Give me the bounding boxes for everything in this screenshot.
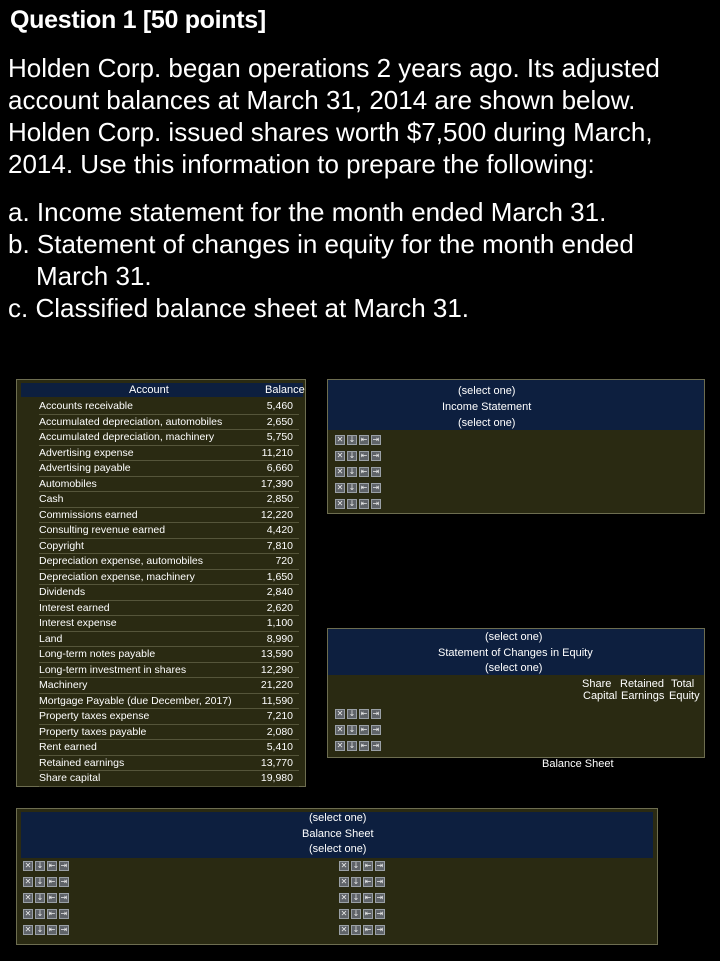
insert-row-icon[interactable]: ↓ — [348, 499, 356, 508]
insert-row-icon[interactable]: ↓ — [348, 435, 356, 444]
account-balance: 7,210 — [266, 710, 293, 722]
item-c: c. Classified balance sheet at March 31. — [8, 293, 470, 323]
account-name: Accumulated depreciation, machinery — [39, 431, 215, 443]
total-equity-col-line2: Equity — [669, 690, 700, 702]
indent-icon[interactable]: ⇥ — [372, 483, 380, 492]
delete-row-icon[interactable]: ✕ — [336, 435, 344, 444]
table-row — [21, 399, 303, 415]
indent-icon[interactable]: ⇥ — [376, 877, 384, 886]
income-select-period[interactable]: (select one) — [458, 417, 516, 429]
item-b: b. Statement of changes in equity for the month ended March 31. — [8, 229, 634, 291]
account-balance: 11,210 — [261, 446, 293, 459]
delete-row-icon[interactable]: ✕ — [24, 925, 32, 934]
table-row — [21, 694, 303, 710]
account-name: Long-term investment in shares — [39, 663, 187, 676]
row-tool-group — [23, 909, 69, 919]
account-balance: 2,840 — [266, 586, 293, 598]
equity-select-period[interactable]: (select one) — [485, 662, 543, 674]
account-name: Long-term notes payable — [39, 648, 156, 660]
indent-icon[interactable]: ⇥ — [60, 909, 68, 918]
outdent-icon[interactable]: ⇤ — [364, 893, 372, 902]
account-balance: 5,460 — [266, 400, 293, 412]
question-items — [8, 196, 713, 324]
account-name: Copyright — [39, 539, 84, 552]
outdent-icon[interactable]: ⇤ — [48, 893, 56, 902]
table-row — [21, 663, 303, 679]
row-tool-group — [335, 741, 381, 751]
delete-row-icon[interactable]: ✕ — [336, 467, 344, 476]
account-balance: 21,220 — [260, 679, 293, 691]
account-name: Commissions earned — [39, 508, 138, 521]
outdent-icon[interactable]: ⇤ — [360, 467, 368, 476]
account-balance: 5,410 — [266, 741, 293, 753]
table-row — [21, 725, 303, 741]
insert-row-icon[interactable]: ↓ — [352, 893, 360, 902]
outdent-icon[interactable]: ⇤ — [360, 499, 368, 508]
table-row — [21, 570, 303, 586]
account-name: Retained earnings — [39, 756, 125, 769]
row-tool-group — [335, 725, 381, 735]
indent-icon[interactable]: ⇥ — [372, 451, 380, 460]
total-equity-col-line1: Total — [671, 678, 695, 690]
account-name: Machinery — [39, 679, 88, 691]
row-tool-group — [335, 709, 381, 719]
delete-row-icon[interactable]: ✕ — [24, 909, 32, 918]
delete-row-icon[interactable]: ✕ — [24, 861, 32, 870]
row-tool-group — [23, 925, 69, 935]
table-row — [21, 523, 303, 539]
table-row — [21, 632, 303, 648]
item-a: a. Income statement for the month ended March 31. — [8, 197, 607, 227]
income-select-heading[interactable]: (select one) — [458, 385, 516, 397]
account-balance: 1,650 — [266, 570, 293, 583]
indent-icon[interactable]: ⇥ — [376, 893, 384, 902]
question-paragraph: Holden Corp. began operations 2 years ago. Its adjusted account balances at March 31, 2014 are shown below. Holden Corp. issued shares worth $7,500 during March, 2014. Use this information to prepare the following: — [8, 53, 660, 179]
table-row — [21, 740, 303, 756]
row-tool-group — [23, 861, 69, 871]
share-capital-col-line2: Capital — [583, 690, 618, 702]
delete-row-icon[interactable]: ✕ — [340, 925, 348, 934]
outdent-icon[interactable]: ⇤ — [360, 741, 368, 750]
row-tool-group — [339, 877, 385, 887]
table-row — [21, 756, 303, 772]
outdent-icon[interactable]: ⇤ — [364, 877, 372, 886]
account-balance: 8,990 — [266, 632, 293, 645]
account-name: Rent earned — [39, 741, 97, 753]
account-balance: 12,220 — [260, 508, 293, 521]
account-name: Cash — [39, 493, 64, 505]
delete-row-icon[interactable]: ✕ — [340, 909, 348, 918]
account-balance: 12,290 — [260, 663, 293, 676]
insert-row-icon[interactable]: ↓ — [36, 861, 44, 870]
insert-row-icon[interactable]: ↓ — [36, 909, 44, 918]
indent-icon[interactable]: ⇥ — [60, 893, 68, 902]
account-balance: 2,850 — [266, 493, 293, 505]
equity-statement-panel — [327, 628, 705, 758]
table-row — [21, 771, 303, 787]
balance-column-header: Balance — [265, 384, 305, 396]
outdent-icon[interactable]: ⇤ — [48, 861, 56, 870]
row-tool-group — [335, 483, 381, 493]
indent-icon[interactable]: ⇥ — [376, 909, 384, 918]
income-statement-panel — [327, 379, 705, 514]
table-row — [21, 647, 303, 663]
table-row — [21, 585, 303, 601]
account-name: Accounts receivable — [39, 400, 133, 412]
indent-icon[interactable]: ⇥ — [372, 467, 380, 476]
indent-icon[interactable]: ⇥ — [372, 435, 380, 444]
account-balance: 2,080 — [266, 725, 293, 738]
table-row — [21, 601, 303, 617]
outdent-icon[interactable]: ⇤ — [48, 925, 56, 934]
indent-icon[interactable]: ⇥ — [60, 861, 68, 870]
account-balance: 19,980 — [260, 772, 293, 784]
insert-row-icon[interactable]: ↓ — [36, 877, 44, 886]
delete-row-icon[interactable]: ✕ — [336, 451, 344, 460]
table-row — [21, 539, 303, 555]
delete-row-icon[interactable]: ✕ — [336, 483, 344, 492]
table-row — [21, 492, 303, 508]
indent-icon[interactable]: ⇥ — [60, 877, 68, 886]
row-tool-group — [335, 499, 381, 509]
account-balance: 13,770 — [260, 756, 293, 769]
row-tool-group — [339, 861, 385, 871]
delete-row-icon[interactable]: ✕ — [336, 499, 344, 508]
account-name: Automobiles — [39, 477, 97, 490]
insert-row-icon[interactable]: ↓ — [352, 861, 360, 870]
account-name: Dividends — [39, 586, 86, 598]
insert-row-icon[interactable]: ↓ — [36, 925, 44, 934]
outdent-icon[interactable]: ⇤ — [360, 725, 368, 734]
account-name: Property taxes payable — [39, 725, 147, 738]
table-row — [21, 461, 303, 477]
table-row — [21, 554, 303, 570]
delete-row-icon[interactable]: ✕ — [336, 725, 344, 734]
table-row — [21, 616, 303, 632]
row-divider — [39, 786, 299, 787]
table-row — [21, 678, 303, 694]
account-balance: 720 — [275, 555, 293, 567]
account-balance: 4,420 — [266, 524, 293, 536]
insert-row-icon[interactable]: ↓ — [348, 467, 356, 476]
insert-row-icon[interactable]: ↓ — [348, 725, 356, 734]
indent-icon[interactable]: ⇥ — [372, 709, 380, 718]
account-name: Depreciation expense, automobiles — [39, 555, 204, 567]
outdent-icon[interactable]: ⇤ — [48, 877, 56, 886]
insert-row-icon[interactable]: ↓ — [348, 741, 356, 750]
outdent-icon[interactable]: ⇤ — [364, 861, 372, 870]
indent-icon[interactable]: ⇥ — [372, 741, 380, 750]
account-name: Consulting revenue earned — [39, 524, 166, 536]
delete-row-icon[interactable]: ✕ — [340, 861, 348, 870]
table-row — [21, 477, 303, 493]
account-balance: 1,100 — [266, 617, 293, 629]
table-row — [21, 709, 303, 725]
outdent-icon[interactable]: ⇤ — [360, 451, 368, 460]
account-table-header — [21, 383, 303, 397]
indent-icon[interactable]: ⇥ — [372, 499, 380, 508]
row-tool-group — [339, 893, 385, 903]
indent-icon[interactable]: ⇥ — [372, 725, 380, 734]
share-capital-col-line1: Share — [582, 678, 612, 690]
account-name: Advertising payable — [39, 462, 131, 474]
account-name: Land — [39, 632, 63, 645]
insert-row-icon[interactable]: ↓ — [348, 451, 356, 460]
delete-row-icon[interactable]: ✕ — [336, 741, 344, 750]
delete-row-icon[interactable]: ✕ — [336, 709, 344, 718]
account-name: Accumulated depreciation, automobiles — [39, 415, 223, 428]
insert-row-icon[interactable]: ↓ — [36, 893, 44, 902]
account-balance: 11,590 — [261, 694, 293, 707]
balance-select-date[interactable]: (select one) — [309, 843, 367, 855]
row-tool-group — [335, 451, 381, 461]
row-tool-group — [339, 925, 385, 935]
account-balance: 2,620 — [266, 601, 293, 614]
delete-row-icon[interactable]: ✕ — [24, 877, 32, 886]
retained-earnings-col-line1: Retained — [620, 678, 665, 690]
account-name: Advertising expense — [39, 446, 134, 459]
indent-icon[interactable]: ⇥ — [376, 861, 384, 870]
insert-row-icon[interactable]: ↓ — [352, 925, 360, 934]
account-balance: 13,590 — [260, 648, 293, 660]
account-balance: 17,390 — [260, 477, 293, 490]
account-column-header: Account — [129, 384, 169, 396]
row-tool-group — [335, 435, 381, 445]
balance-sheet-panel — [16, 808, 658, 945]
table-row — [21, 508, 303, 524]
row-tool-group — [335, 467, 381, 477]
outdent-icon[interactable]: ⇤ — [360, 483, 368, 492]
account-name: Interest earned — [39, 601, 110, 614]
delete-row-icon[interactable]: ✕ — [340, 893, 348, 902]
equity-statement-title: Statement of Changes in Equity — [438, 647, 593, 659]
indent-icon[interactable]: ⇥ — [60, 925, 68, 934]
account-balance: 7,810 — [266, 539, 293, 552]
delete-row-icon[interactable]: ✕ — [24, 893, 32, 902]
equity-select-heading[interactable]: (select one) — [485, 631, 543, 643]
row-tool-group — [23, 893, 69, 903]
account-balance: 6,660 — [266, 462, 293, 474]
insert-row-icon[interactable]: ↓ — [348, 709, 356, 718]
outdent-icon[interactable]: ⇤ — [48, 909, 56, 918]
retained-earnings-col-line2: Earnings — [621, 690, 665, 702]
account-name: Depreciation expense, machinery — [39, 570, 195, 583]
insert-row-icon[interactable]: ↓ — [348, 483, 356, 492]
row-tool-group — [339, 909, 385, 919]
insert-row-icon[interactable]: ↓ — [352, 877, 360, 886]
delete-row-icon[interactable]: ✕ — [340, 877, 348, 886]
insert-row-icon[interactable]: ↓ — [352, 909, 360, 918]
indent-icon[interactable]: ⇥ — [376, 925, 384, 934]
account-balance-table — [16, 379, 306, 787]
row-tool-group — [23, 877, 69, 887]
account-name: Property taxes expense — [39, 710, 150, 722]
table-row — [21, 415, 303, 431]
income-statement-title: Income Statement — [442, 401, 532, 413]
table-row — [21, 430, 303, 446]
account-balance: 2,650 — [266, 415, 293, 428]
balance-sheet-title: Balance Sheet — [302, 828, 374, 840]
table-row — [21, 446, 303, 462]
balance-select-heading[interactable]: (select one) — [309, 812, 367, 824]
account-name: Interest expense — [39, 617, 117, 629]
account-name: Share capital — [39, 772, 101, 784]
balance-sheet-label: Balance Sheet — [542, 758, 614, 770]
outdent-icon[interactable]: ⇤ — [360, 709, 368, 718]
outdent-icon[interactable]: ⇤ — [364, 925, 372, 934]
account-balance: 5,750 — [266, 431, 293, 443]
question-title: Question 1 [50 points] — [10, 6, 266, 34]
account-name: Mortgage Payable (due December, 2017) — [39, 694, 232, 707]
outdent-icon[interactable]: ⇤ — [364, 909, 372, 918]
outdent-icon[interactable]: ⇤ — [360, 435, 368, 444]
